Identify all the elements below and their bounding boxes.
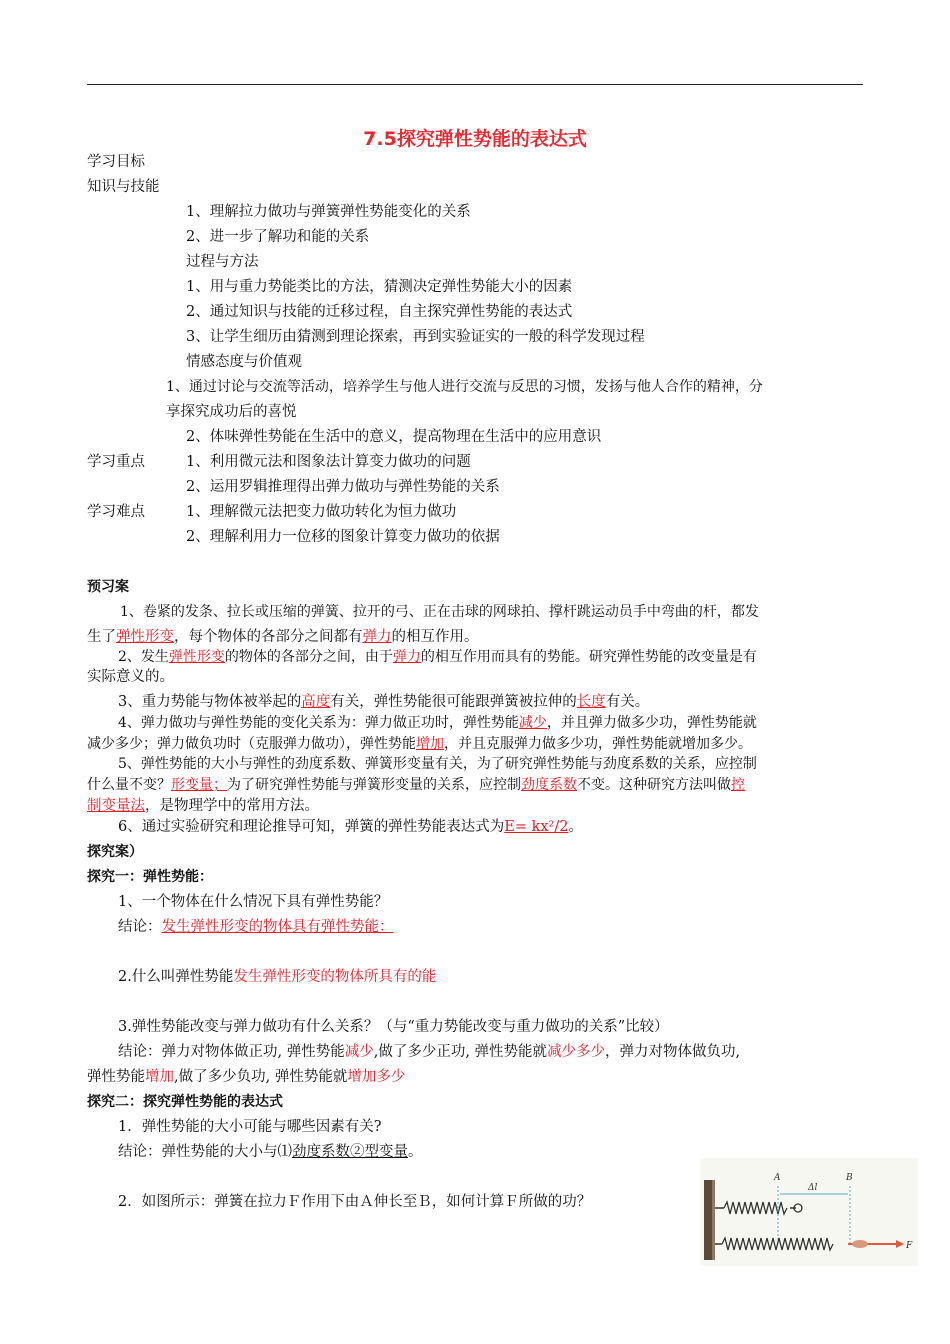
label-a: A <box>774 1173 781 1183</box>
objectives-heading: 学习目标 <box>87 154 145 170</box>
page-title: 7.5探究弹性势能的表达式 <box>363 128 587 150</box>
answer-elastic-deformation: 弹性形变 <box>116 629 174 645</box>
key-point-1: 1、利用微元法和图象法计算变力做功的问题 <box>186 454 471 470</box>
process-item-2: 2、通过知识与技能的迁移过程，自主探究弹性势能的表达式 <box>186 304 573 320</box>
preview-q4-line2 <box>87 735 752 753</box>
emotion-item-2: 2、体味弹性势能在生活中的意义，提高物理在生活中的应用意识 <box>186 429 602 445</box>
preview-q6 <box>118 818 583 836</box>
preview-q5-line2 <box>87 776 745 794</box>
answer-length: 长度 <box>576 694 606 710</box>
preview-q5-line1: 5、弹性势能的大小与弹性的劲度系数、弹簧形变量有关，为了研究弹性势能与劲度系数的关系，应控制 <box>118 756 757 772</box>
text: 为了研究弹性势能与弹簧形变量的关系，应控制 <box>227 777 521 793</box>
text: ,做了多少负功, 弹性势能就 <box>174 1069 348 1085</box>
preview-q1-line1: 1、卷紧的发条、拉长或压缩的弹簧、拉开的弓、正在击球的网球拍、撑杆跳运动员手中弯曲的杆，都发 <box>120 604 759 620</box>
explore-one-c1 <box>118 918 394 936</box>
label-b: B <box>846 1173 853 1183</box>
explore-one-q1: 1、一个物体在什么情况下具有弹性势能？ <box>118 894 389 910</box>
spring-figure <box>700 1158 918 1266</box>
explore-one-q2 <box>118 968 436 986</box>
answer-deformation: 形变量； <box>171 777 227 793</box>
answer-increase: 增加 <box>416 736 444 752</box>
text: 6、通过实验研究和理论推导可知，弹簧的弹性势能表达式为 <box>118 819 505 835</box>
text: 结论：弹力对物体做正功, 弹性势能 <box>118 1044 345 1060</box>
process-heading: 过程与方法 <box>186 254 259 270</box>
difficulty-2: 2、理解利用力一位移的图象计算变力做功的依据 <box>186 529 500 545</box>
text: 结论：弹性势能的大小与⑴ <box>118 1144 292 1160</box>
process-item-3: 3、让学生细历由猜测到理论探索，再到实验证实的一般的科学发现过程 <box>186 329 645 345</box>
preview-q2-line1 <box>118 648 757 666</box>
text: ，是物理学中的常用方法。 <box>145 798 319 814</box>
text: 减少多少；弹力做负功时（克服弹力做功），弹性势能 <box>87 736 416 752</box>
answer-control-part1: 控 <box>731 777 745 793</box>
text: ，弹力对物体做负功, <box>605 1044 741 1060</box>
answer-factors: 劲度系数②型变量 <box>292 1144 408 1160</box>
answer-increase-2: 增加 <box>145 1069 174 1085</box>
text: 2.什么叫弹性势能 <box>118 969 234 985</box>
text: ,做了多少正功, 弹性势能就 <box>373 1044 548 1060</box>
label-f: F <box>906 1241 913 1251</box>
answer-elastic-force-2: 弹力 <box>392 649 421 665</box>
text: 2、发生 <box>118 649 169 665</box>
explore-two-q1: 1．弹性势能的大小可能与哪些因素有关? <box>118 1119 382 1135</box>
emotion-item-1: 1、通过讨论与交流等活动，培养学生与他人进行交流与反思的习惯，发扬与他人合作的精神，分 <box>166 379 763 395</box>
text: 生了 <box>87 629 116 645</box>
emotion-heading: 情感态度与价值观 <box>186 354 302 370</box>
answer-stiffness: 劲度系数 <box>521 777 577 793</box>
explore-two-c1 <box>118 1143 423 1161</box>
text: 结论： <box>118 919 162 935</box>
text: 有关，弹性势能很可能跟弹簧被拉伸的 <box>330 694 577 710</box>
knowledge-heading: 知识与技能 <box>87 179 160 195</box>
explore-one-heading: 探究一：弹性势能： <box>87 869 213 885</box>
text: 的相互作用。 <box>391 629 479 645</box>
answer-elastic-deformation-2: 弹性形变 <box>168 649 225 665</box>
knowledge-item-1: 1、理解拉力做功与弹簧弹性势能变化的关系 <box>186 204 471 220</box>
preview-q3 <box>118 693 649 711</box>
text: 的相互作用而具有的势能。研究弹性势能的改变量是有 <box>420 649 757 665</box>
answer-height: 高度 <box>301 694 331 710</box>
explore-two-q2: 2．如图所示：弹簧在拉力Ｆ作用下由Ａ伸长至Ｂ，如何计算Ｆ所做的功？ <box>118 1194 592 1210</box>
key-point-2: 2、运用罗辑推理得出弹力做功与弹性势能的关系 <box>186 479 500 495</box>
answer-elastic-force: 弹力 <box>362 629 392 645</box>
explore-one-q3: 3.弹性势能改变与弹力做功有什么关系？（与“重力势能改变与重力做功的关系”比较） <box>118 1019 669 1035</box>
explore-heading: 探究案） <box>87 844 143 860</box>
emotion-item-1-cont: 享探究成功后的喜悦 <box>166 404 297 420</box>
answer-decrease: 减少 <box>518 715 547 731</box>
preview-q2-line2: 实际意义的。 <box>87 669 174 685</box>
preview-q5-line3 <box>87 797 319 815</box>
label-delta-l: Δl <box>808 1183 818 1193</box>
answer-q2: 发生弹性形变的物体所具有的能 <box>233 969 437 985</box>
answer-formula: E= kx²/2 <box>504 819 569 835</box>
answer-control-part2: 制变量法 <box>87 798 145 814</box>
hand <box>852 1240 868 1248</box>
knowledge-item-2: 2、进一步了解功和能的关系 <box>186 229 370 245</box>
figure-background <box>700 1158 918 1266</box>
explore-two-heading: 探究二：探究弹性势能的表达式 <box>87 1094 283 1110</box>
explore-one-c3-line2 <box>87 1068 405 1086</box>
preview-q1-line2 <box>87 628 479 646</box>
text: 有关。 <box>605 694 650 710</box>
header-rule <box>87 84 863 85</box>
wall <box>704 1180 712 1260</box>
text: 4、弹力做功与弹性势能的变化关系为：弹力做正功时，弹性势能 <box>118 715 519 731</box>
difficulty-1: 1、理解微元法把变力做功转化为恒力做功 <box>186 504 457 520</box>
text: ，每个物体的各部分之间都有 <box>174 629 363 645</box>
text: 的物体的各部分之间，由于 <box>224 649 393 665</box>
text: 。 <box>568 819 583 835</box>
answer-c1: 发生弹性形变的物体具有弹性势能： <box>161 919 394 935</box>
explore-one-c3-line1 <box>118 1043 740 1061</box>
text: 3、重力势能与物体被举起的 <box>118 694 302 710</box>
key-points-label: 学习重点 <box>87 454 145 470</box>
text: 弹性势能 <box>87 1069 145 1085</box>
preview-q4-line1 <box>118 714 757 732</box>
difficulties-label: 学习难点 <box>87 504 145 520</box>
text: ，并且克服弹力做多少功，弹性势能就增加多少。 <box>444 736 752 752</box>
process-item-1: 1、用与重力势能类比的方法，猜测决定弹性势能大小的因素 <box>186 279 573 295</box>
answer-increase-amount: 增加多少 <box>347 1069 406 1085</box>
text: 不变。这种研究方法叫做 <box>577 777 731 793</box>
wall-edge <box>712 1180 715 1260</box>
text: 什么量不变？ <box>87 777 171 793</box>
preview-heading: 预习案 <box>87 579 129 595</box>
answer-decrease-amount: 减少多少 <box>547 1044 606 1060</box>
text: 。 <box>408 1144 423 1160</box>
text: ，并且弹力做多少功，弹性势能就 <box>546 715 757 731</box>
answer-decrease-2: 减少 <box>344 1044 374 1060</box>
